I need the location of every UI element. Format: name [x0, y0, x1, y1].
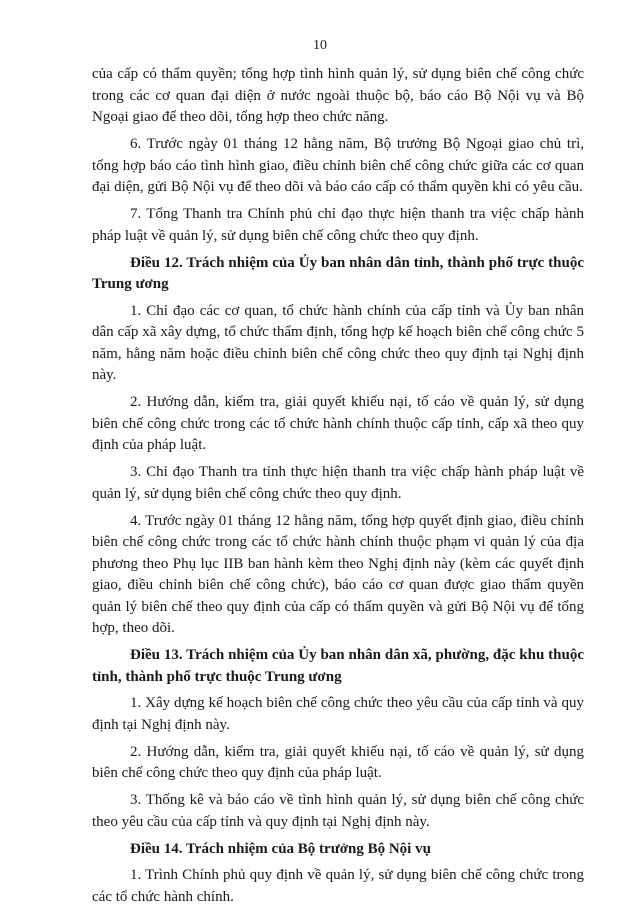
paragraph: 3. Chỉ đạo Thanh tra tỉnh thực hiện thanh tra việc chấp hành pháp luật về quản lý, sử dụng biên chế công chức theo quy định.: [92, 464, 584, 502]
paragraph: 3. Thống kê và báo cáo về tình hình quản lý, sử dụng biên chế công chức theo yêu cầu của cấp tỉnh và quy định tại Nghị định này.: [92, 792, 584, 830]
paragraph: 1. Xây dựng kế hoạch biên chế công chức theo yêu cầu của cấp tỉnh và quy định tại Nghị định này.: [92, 695, 584, 733]
paragraph: 1. Chỉ đạo các cơ quan, tổ chức hành chính của cấp tỉnh và Ủy ban nhân dân cấp xã xây dựng, tổ chức thẩm định, tổng hợp kế hoạch biên chế công chức 5 năm, hằng năm hoặc điều chỉnh biên chế công chức theo quy định tại Nghị định này.: [92, 302, 584, 383]
paragraph: 2. Hướng dẫn, kiểm tra, giải quyết khiếu nại, tố cáo về quản lý, sử dụng biên chế công chức trong các tổ chức hành chính thuộc cấp tỉnh, cấp xã theo quy định của pháp luật.: [92, 394, 584, 453]
paragraph: 1. Trình Chính phủ quy định về quản lý, sử dụng biên chế công chức trong các tổ chức hành chính.: [92, 867, 584, 905]
paragraph: 4. Trước ngày 01 tháng 12 hằng năm, tổng hợp quyết định giao, điều chỉnh biên chế công chức trong các tổ chức hành chính thuộc phạm vi quản lý của địa phương theo Phụ lục IIB ban hành kèm theo Nghị định này (kèm các quyết định giao, điều chỉnh biên chế công chức), báo cáo cơ quan được giao thẩm quyền quản lý biên chế theo quy định của cấp có thẩm quyền và gửi Bộ Nội vụ để tổng hợp, theo dõi.: [92, 512, 584, 636]
paragraph: 6. Trước ngày 01 tháng 12 hằng năm, Bộ trưởng Bộ Ngoại giao chủ trì, tổng hợp báo cáo tình hình giao, điều chỉnh biên chế công chức giữa các cơ quan đại diện, gửi Bộ Nội vụ để theo dõi và báo cáo cấp có thẩm quyền khi có yêu cầu.: [92, 136, 584, 195]
article-heading: Điều 14. Trách nhiệm của Bộ trưởng Bộ Nội vụ: [130, 840, 431, 857]
article-heading: Điều 12. Trách nhiệm của Ủy ban nhân dân tỉnh, thành phố trực thuộc Trung ương: [92, 254, 584, 292]
paragraph: của cấp có thẩm quyền; tổng hợp tình hình quản lý, sử dụng biên chế công chức trong các cơ quan đại diện ở nước ngoài thuộc bộ, báo cáo Bộ Nội vụ và Bộ Ngoại giao để theo dõi, tổng hợp theo chức năng.: [92, 66, 584, 125]
paragraph: 2. Hướng dẫn, kiểm tra, giải quyết khiếu nại, tố cáo về quản lý, sử dụng biên chế công chức theo quy định của pháp luật.: [92, 743, 584, 781]
article-heading: Điều 13. Trách nhiệm của Ủy ban nhân dân xã, phường, đặc khu thuộc tỉnh, thành phố trực thuộc Trung ương: [92, 647, 584, 685]
page-number: 10: [313, 38, 327, 53]
paragraph: 7. Tổng Thanh tra Chính phủ chỉ đạo thực hiện thanh tra việc chấp hành pháp luật về quản lý, sử dụng biên chế công chức theo quy định.: [92, 206, 584, 244]
document-body: [92, 64, 584, 914]
